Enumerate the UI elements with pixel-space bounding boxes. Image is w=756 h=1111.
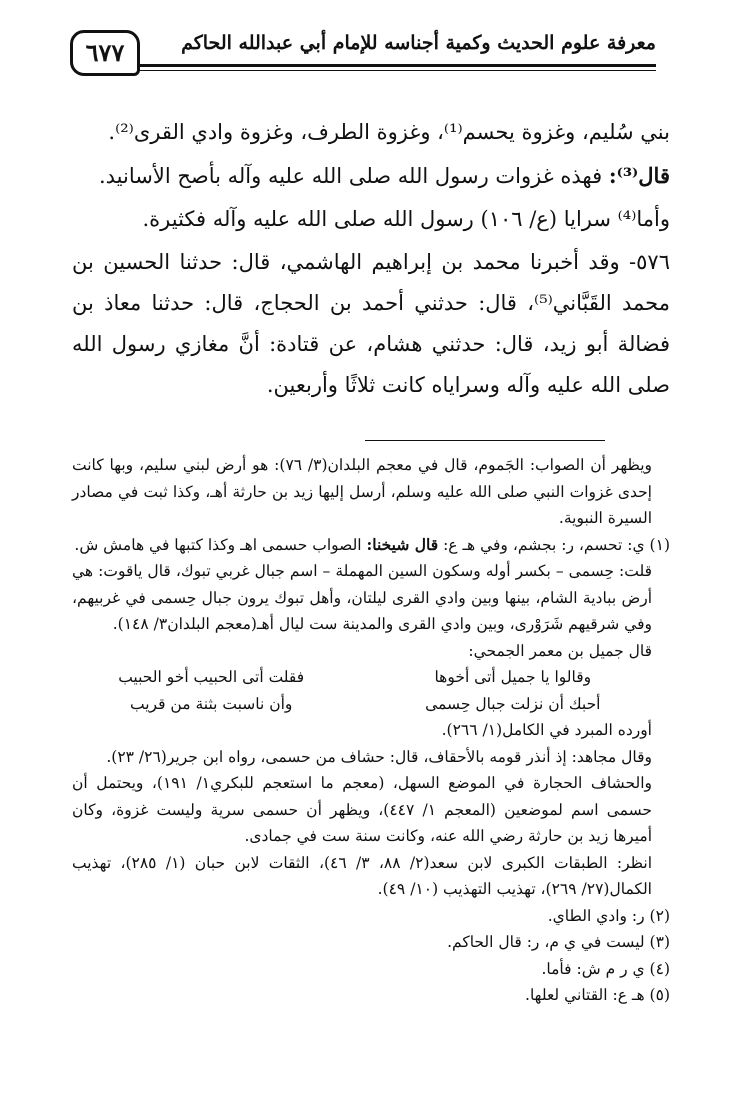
main-qal-paragraph: [72, 155, 670, 197]
fn1-jamil: قال جميل بن معمر الجمحي:: [468, 641, 652, 660]
poem-verse-1: [72, 664, 652, 691]
footnote-2: (٢) ر: وادي الطاي.: [547, 906, 670, 925]
fn1-hishaf: والحشاف الحجارة في الموضع السهل، (معجم ما استعجم للبكري١/ ١٩١)، ويحتمل أن حسمى اسم لموضعين (المعجم ١/ ٤٤٧)، ويظهر أن حسمى سرية وليست غزوة، وكان أميرها زيد بن حارثة رضي الله عنه، وكانت سنة ست في جمادى.: [72, 774, 653, 845]
page-number: ٦٧٧: [70, 30, 140, 76]
fn1-refs: انظر: الطبقات الكبرى لابن سعد(٢/ ٨٨، ٣/ ٤٦)، الثقات لابن حبان (١/ ٢٨٥)، تهذيب الكمال(٢٧/ ٢٦٩)، تهذيب التهذيب (١٠/ ٤٩).: [72, 853, 653, 898]
footnote-intro: ويظهر أن الصواب: الجَموم، قال في معجم البلدان(٣/ ٧٦): هو أرض لبني سليم، وبها كانت إحدى غزوات النبي صلى الله عليه وسلم، أرسل إليها زيد بن حارثة أهـ، وكذا ثبت في مصادر السيرة النبوية.: [72, 456, 652, 527]
fn1-prefix: (١) ي: تحسم، ر: بجشم، وفي هـ ع:: [438, 535, 670, 554]
poem-hemistich: وأن ناسبت بثنة من قريب: [130, 694, 293, 713]
fn1-suffix: الصواب حسمى اهـ وكذا كتبها في هامش ش.: [74, 535, 367, 554]
poem-hemistich: فقلت أتى الحبيب أخو الحبيب: [118, 668, 305, 686]
fn1-mujahid: وقال مجاهد: إذ أنذر قومه بالأحقاف، قال: حشاف من حسمى، رواه ابن جرير(٢٦/ ٢٣).: [106, 747, 652, 766]
header-rule-thin: [138, 70, 656, 71]
main-amma-paragraph: وأما⁽⁴⁾ سرايا (ع/ ١٠٦) رسول الله صلى الله عليه وآله فكثيرة.: [142, 207, 670, 231]
poem-hemistich: أحبك أن نزلت جبال حِسمى: [425, 694, 601, 713]
main-text: [72, 112, 670, 408]
qal-label: قال⁽³⁾:: [608, 163, 670, 188]
header-rule: [138, 64, 656, 67]
footnotes: [72, 452, 670, 1009]
footnote-1: [72, 532, 670, 559]
running-title: معرفة علوم الحديث وكمية أجناسه للإمام أبي عبدالله الحاكم: [181, 32, 656, 54]
hadith-576: ٥٧٦- وقد أخبرنا محمد بن إبراهيم الهاشمي، قال: حدثنا الحسين بن محمد القَبَّاني⁽⁵⁾، قال: حدثني أحمد بن الحجاج، قال: حدثنا معاذ بن فضالة أبو زيد، قال: حدثني هشام، عن قتادة: أنَّ مغازي رسول الله صلى الله عليه وآله وسراياه كانت ثلاثًا وأربعين.: [72, 250, 670, 397]
fn1-mubarrad: أورده المبرد في الكامل(١/ ٢٦٦).: [441, 721, 652, 739]
footnote-4: (٤) ي ر م ش: فأما.: [541, 959, 670, 978]
main-line-1: بني سُليم، وغزوة يحسم⁽¹⁾، وغزوة الطرف، وغزوة وادي القرى⁽²⁾.: [108, 120, 670, 144]
poem-verse-2: [72, 691, 652, 718]
footnote-5: (٥) هـ ع: القتاني لعلها.: [525, 986, 670, 1004]
poem: [72, 664, 670, 717]
footnote-3: (٣) ليست في ي م، ر: قال الحاكم.: [447, 933, 670, 951]
footnote-separator: [365, 440, 605, 441]
running-header: [70, 30, 656, 76]
fn1-bold: قال شيخنا:: [366, 534, 439, 554]
fn1-qult: قلت: حِسمى – بكسر أوله وسكون السين المهملة – اسم جبال غربي تبوك، قال ياقوت: هي أرض ببادية الشام، بينها وبين وادي القرى ليلتان، وأهل تبوك يرون جبال حِسمى في غربيهم، وفي شرقيهم شَرَوْرى، وبين وادي القرى والمدينة ست ليال أهـ(معجم البلدان٣/ ١٤٨).: [72, 562, 652, 633]
qal-text: فهذه غزوات رسول الله صلى الله عليه وآله بأصح الأسانيد.: [98, 164, 609, 188]
poem-hemistich: وقالوا يا جميل أتى أخوها: [434, 668, 592, 686]
